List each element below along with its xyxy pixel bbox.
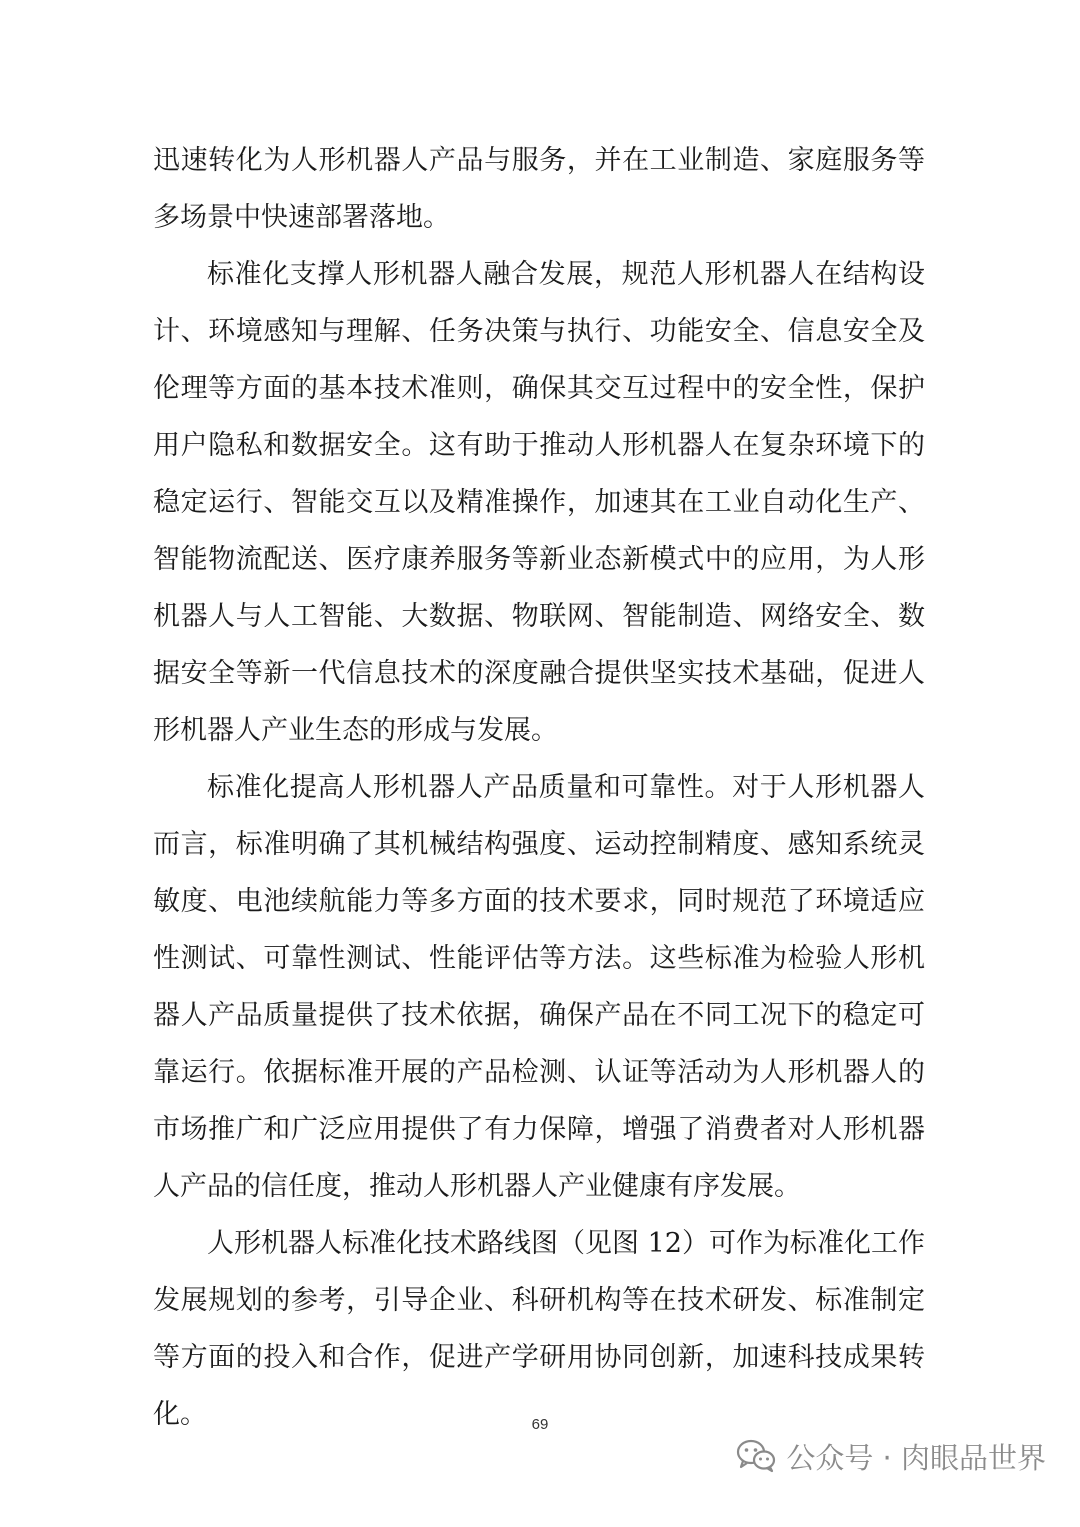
paragraph-3: 标准化提高人形机器人产品质量和可靠性。对于人形机器人而言，标准明确了其机械结构强度、运动控制精度、感知系统灵敏度、电池续航能力等多方面的技术要求，同时规范了环境适应性测试、可靠性测试、性能评估等方法。这些标准为检验人形机器人产品质量提供了技术依据，确保产品在不同工况下的稳定可靠运行。依据标准开展的产品检测、认证等活动为人形机器人的市场推广和广泛应用提供了有力保障，增强了消费者对人形机器人产品的信任度，推动人形机器人产业健康有序发展。 [153, 772, 925, 1202]
paragraph-2: 标准化支撑人形机器人融合发展，规范人形机器人在结构设计、环境感知与理解、任务决策与执行、功能安全、信息安全及伦理等方面的基本技术准则，确保其交互过程中的安全性，保护用户隐私和数据安全。这有助于推动人形机器人在复杂环境下的稳定运行、智能交互以及精准操作，加速其在工业自动化生产、智能物流配送、医疗康养服务等新业态新模式中的应用，为人形机器人与人工智能、大数据、物联网、智能制造、网络安全、数据安全等新一代信息技术的深度融合提供坚实技术基础，促进人形机器人产业生态的形成与发展。 [153, 259, 925, 746]
watermark-text: 公众号 · 肉眼品世界 [786, 1440, 1046, 1475]
wechat-icon [736, 1439, 776, 1473]
paragraph-1: 迅速转化为人形机器人产品与服务，并在工业制造、家庭服务等多场景中快速部署落地。 [153, 145, 925, 233]
paragraph-4: 人形机器人标准化技术路线图（见图 12）可作为标准化工作发展规划的参考，引导企业、科研机构等在技术研发、标准制定等方面的投入和合作，促进产学研用协同创新，加速科技成果转化。 [153, 1228, 925, 1430]
document-body [153, 132, 925, 1443]
page-number: 69 [531, 1416, 549, 1433]
watermark [736, 1432, 1046, 1480]
